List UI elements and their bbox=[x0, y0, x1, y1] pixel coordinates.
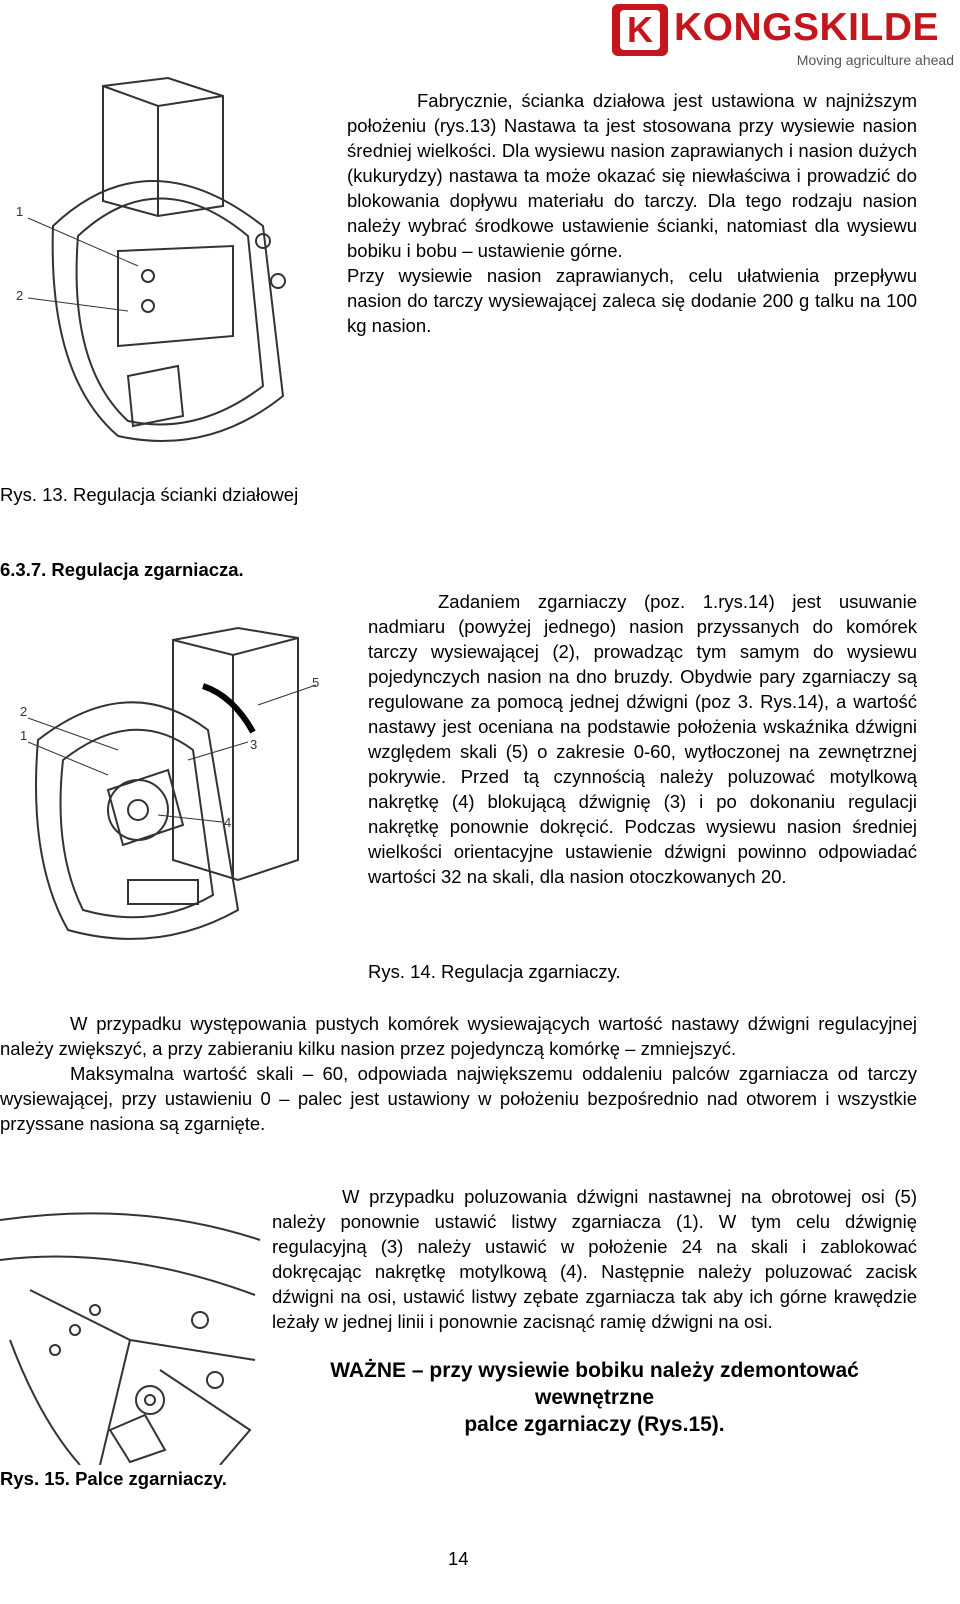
paragraph-lever-reset: W przypadku poluzowania dźwigni nastawnej na obrotowej osi (5) należy ponownie ustawić listwy zgarniacza (1). W tym celu dźwignię regulacyjną (3) należy ustawić w położenie 24 na skali i zablokować dokręcając nakrętkę motylkową (4). Następnie należy poluzować zacisk dźwigni na osi, ustawić listwy zębate zgarniacza tak aby ich górne krawędzie leżały w jednej linii i ponownie zacisnąć ramię dźwigni na osi. bbox=[272, 1186, 917, 1332]
logo-badge-icon: K bbox=[612, 4, 668, 56]
fig14-label-5: 5 bbox=[312, 675, 320, 690]
page-number: 14 bbox=[448, 1548, 469, 1569]
figure-15-caption: Rys. 15. Palce zgarniaczy. bbox=[0, 1468, 227, 1489]
figure-13-drawing bbox=[8, 76, 308, 476]
fig14-label-2: 2 bbox=[20, 704, 28, 719]
figure-14-caption: Rys. 14. Regulacja zgarniaczy. bbox=[368, 961, 621, 982]
logo-slogan: Moving agriculture ahead bbox=[796, 52, 954, 68]
fig14-label-4: 4 bbox=[224, 815, 232, 830]
fig14-label-3: 3 bbox=[250, 737, 258, 752]
logo-name: KONGSKILDE bbox=[674, 6, 940, 49]
figure-15-drawing bbox=[0, 1200, 268, 1465]
paragraph-empty-cells: W przypadku występowania pustych komórek wysiewających wartość nastawy dźwigni regulacyjnej należy zwiększyć, a przy zabieraniu kilku nasion przez pojedynczą komórkę – zmniejszyć. Maksymalna wartość skali – 60, odpowiada największemu oddaleniu palców zgarniacza od tarczy wysiewającej, przy ustawieniu 0 – palec jest ustawiony w położeniu bezpośrednio nad otworem i wszystkie przyssane nasiona są zgarnięte. bbox=[0, 1013, 917, 1134]
section-heading: 6.3.7. Regulacja zgarniacza. bbox=[0, 559, 244, 580]
important-note: WAŻNE – przy wysiewie bobiku należy zdemontować wewnętrzne palce zgarniaczy (Rys.15). bbox=[330, 1359, 859, 1436]
brand-logo bbox=[612, 2, 958, 70]
figure-14-drawing bbox=[8, 610, 360, 955]
fig13-label-2: 2 bbox=[16, 288, 24, 303]
paragraph-partition-setting: Fabrycznie, ścianka działowa jest ustawiona w najniższym położeniu (rys.13) Nastawa ta jest stosowana przy wysiewie nasion średniej wielkości. Dla wysiewu nasion zaprawianych i nasion dużych (kukurydzy) nastawa ta może okazać się niewłaściwa i prowadzić do blokowania dopływu materiału do tarczy. Dla tego rodzaju nasion należy wybrać środkowe ustawienie ścianki, natomiast dla wysiewu bobiku i bobu – ustawienie górne. Przy wysiewie nasion zaprawianych, celu ułatwienia przepływu nasion do tarczy wysiewającej zaleca się dodanie 200 g talku na 100 kg nasion. bbox=[347, 90, 917, 336]
paragraph-scraper-adjustment: Zadaniem zgarniaczy (poz. 1.rys.14) jest usuwanie nadmiaru (powyżej jednego) nasion przyssanych do komórek tarczy wysiewającej (2), prowadząc tym samym do wysiewu pojedynczych nasion na dno bruzdy. Obydwie pary zgarniaczy są regulowane za pomocą jednej dźwigni (poz 3. Rys.14), a wartość nastawy jest oceniana na podstawie położenia wskaźnika dźwigni względem skali (5) o zakresie 0-60, wytłoczonej na zewnętrznej pokrywie. Przed tą czynnością należy poluzować motylkową nakrętkę (4) blokującą dźwignię (3) i po dokonaniu regulacji nakrętkę ponownie dokręcić. Podczas wysiewu nasion średniej wielkości orientacyjne ustawienie dźwigni powinno odpowiadać wartości 32 na skali, dla nasion otoczkowanych 20. bbox=[368, 591, 917, 887]
fig14-label-1: 1 bbox=[20, 728, 28, 743]
fig13-label-1: 1 bbox=[16, 204, 24, 219]
figure-13-caption: Rys. 13. Regulacja ścianki działowej bbox=[0, 484, 299, 505]
